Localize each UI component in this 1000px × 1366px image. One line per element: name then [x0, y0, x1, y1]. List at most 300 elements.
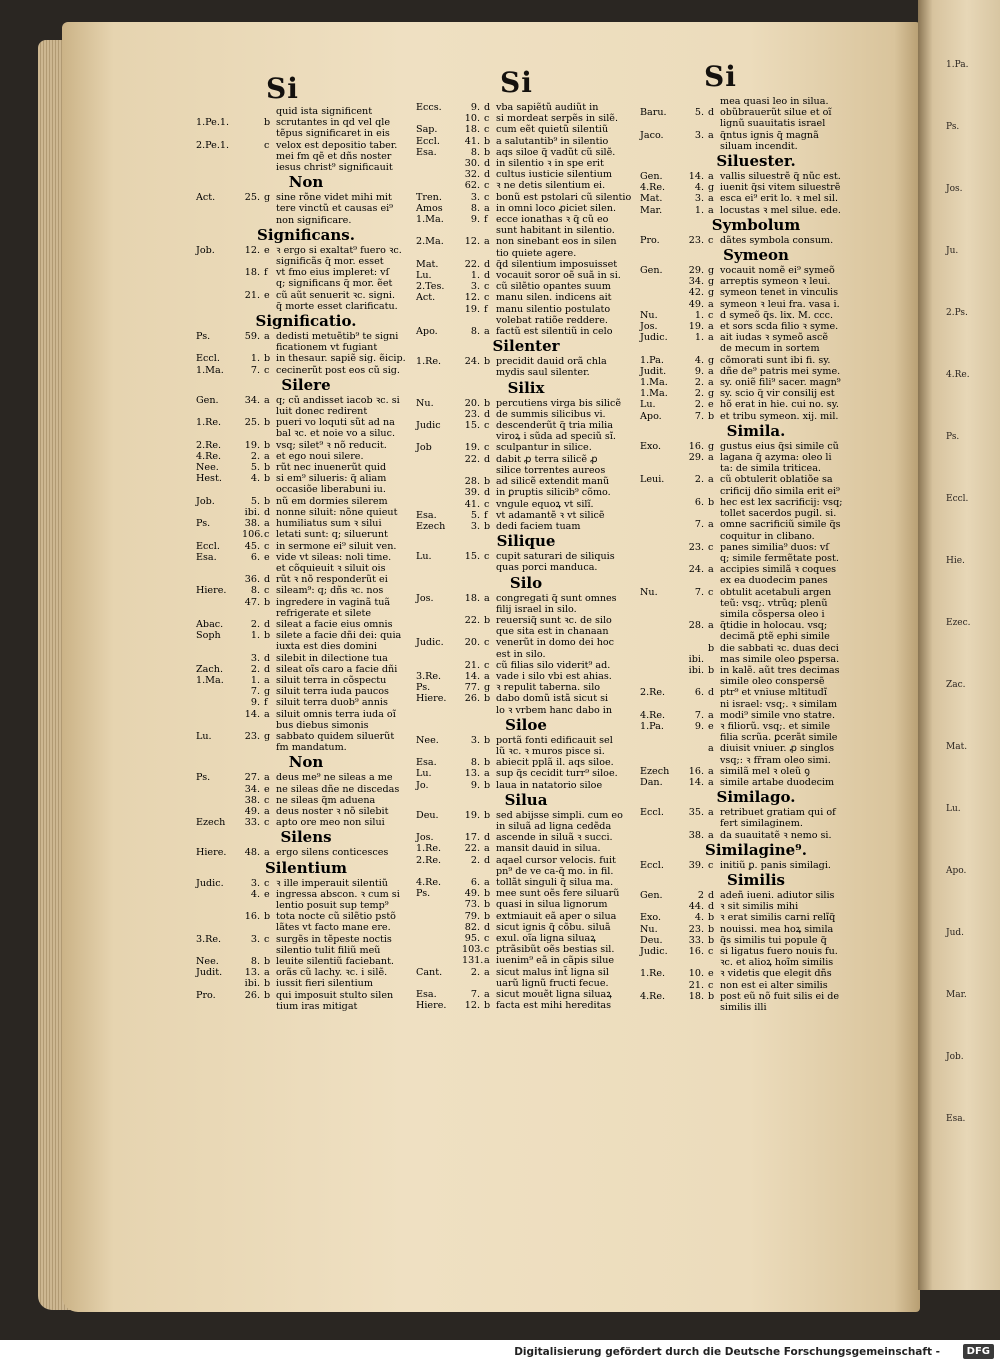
entry-reference: 2.Re. — [640, 687, 666, 699]
entry-section-letter: a — [264, 805, 270, 817]
entry-text: surgẽs in tẽpeste noctis — [276, 933, 392, 945]
entry-chapter: 12. — [464, 292, 480, 304]
index-entry — [640, 366, 872, 377]
entry-section-letter — [484, 367, 496, 378]
entry-text: tollãt singuli q̃ silua ma. — [496, 876, 614, 888]
index-entry — [416, 248, 636, 259]
entry-text: tio quiete agere. — [496, 247, 577, 259]
entry-reference — [416, 476, 462, 487]
entry-text: lũ ꝛc. ꝛ muros pisce si. — [496, 745, 605, 757]
entry-section-letter: d — [484, 102, 491, 113]
index-entry — [416, 562, 636, 573]
entry-section-letter — [708, 631, 720, 642]
entry-text: cum eẽt quietũ silentiũ — [496, 124, 609, 136]
index-entry — [640, 519, 872, 530]
lemma-heading: Siloe — [505, 715, 547, 734]
entry-reference: 2.Re. — [196, 439, 222, 451]
entry-chapter — [462, 367, 484, 378]
entry-text: et cõquieuit ꝛ siluit ois — [276, 562, 386, 574]
entry-text: mee sunt oẽs fere siluarũ — [496, 888, 620, 900]
entry-section-letter: d — [484, 158, 491, 170]
entry-chapter: 23. — [688, 234, 704, 246]
entry-chapter: 16. — [244, 911, 260, 923]
entry-section-letter — [708, 343, 720, 354]
entry-section-letter: a — [484, 876, 490, 888]
index-entry — [416, 442, 636, 453]
entry-text: sicut mouẽt ligna siluaꝝ — [496, 989, 612, 1001]
index-entry — [416, 1000, 636, 1011]
index-entry — [196, 245, 416, 256]
entry-section-letter — [264, 151, 276, 162]
entry-text: letati sunt: q; siluerunt — [276, 529, 388, 541]
entry-reference: Ps. — [196, 772, 211, 784]
entry-section-letter: f — [264, 697, 268, 709]
entry-reference: Sap. — [416, 124, 438, 136]
entry-section-letter — [708, 957, 720, 968]
entry-text: dedi faciem tuam — [496, 520, 581, 532]
entry-chapter — [242, 128, 264, 139]
entry-reference — [640, 96, 686, 107]
entry-chapter: 33. — [244, 817, 260, 829]
entry-text: ꝛ videtis que elegit dñs — [720, 968, 832, 980]
index-entry — [640, 321, 872, 332]
entry-chapter: 25. — [244, 192, 260, 204]
entry-chapter — [462, 649, 484, 660]
entry-reference: Eccl. — [196, 353, 220, 365]
index-entry — [416, 292, 636, 303]
entry-reference: Ps. — [196, 518, 211, 530]
index-entry — [416, 955, 636, 966]
entry-text: q̃s similis tui popule q̃ — [720, 934, 827, 946]
entry-reference: 1.Re. — [196, 417, 222, 429]
entry-chapter — [242, 484, 264, 495]
index-entry — [416, 259, 636, 270]
index-entry — [640, 205, 872, 216]
entry-text: ꝛc. et alioꝝ hoĩm similis — [720, 957, 834, 969]
entry-text: uarũ lignũ fructi fecue. — [496, 977, 609, 989]
index-entry — [196, 664, 416, 675]
entry-text: lagana q̃ azyma: oleo li — [720, 452, 832, 464]
entry-reference: 4.Re. — [416, 876, 442, 888]
index-entry — [196, 697, 416, 708]
entry-reference — [196, 529, 242, 540]
entry-chapter — [462, 604, 484, 615]
entry-text: siluit terra in cõspectu — [276, 674, 387, 686]
index-entry — [196, 720, 416, 731]
entry-text: vallis siluestrẽ q̃ nũc est. — [720, 171, 841, 183]
index-entry — [640, 710, 872, 721]
entry-section-letter: b — [264, 417, 271, 429]
entry-text: q̃ morte esset clarificatu. — [276, 300, 398, 312]
entry-text: si mordeat serpẽs in silẽ. — [496, 113, 619, 125]
entry-reference: 1.Ma. — [640, 377, 668, 389]
entry-chapter: 22. — [464, 258, 480, 270]
index-entry — [640, 531, 872, 542]
entry-text: q̃d silentium imposuisset — [496, 258, 618, 270]
entry-text: locustas ꝛ mel silue. ede. — [720, 204, 841, 216]
entry-text: initiũ ꝑ. panis similagi. — [720, 859, 831, 871]
entry-section-letter: c — [708, 946, 714, 957]
entry-reference — [416, 944, 462, 955]
entry-reference: Gen. — [196, 394, 219, 406]
index-entry — [416, 192, 636, 203]
entry-chapter — [686, 486, 708, 497]
entry-chapter: 14. — [688, 171, 704, 183]
entry-chapter — [686, 609, 708, 620]
entry-text: ad silicẽ extendit manũ — [496, 476, 610, 488]
index-entry — [196, 496, 416, 507]
entry-reference — [416, 158, 462, 169]
index-entry — [640, 732, 872, 743]
entry-section-letter: e — [264, 289, 270, 301]
entry-section-letter: b — [264, 353, 271, 365]
index-entry — [196, 806, 416, 817]
entry-section-letter — [264, 342, 276, 353]
entry-reference — [640, 743, 686, 754]
entry-text: ascende in siluã ꝛ succi. — [496, 832, 613, 844]
entry-text: sabbato quidem siluerũt — [276, 730, 395, 742]
entry-text: de summis silicibus vi. — [496, 408, 606, 420]
index-entry — [640, 355, 872, 366]
entry-section-letter — [264, 301, 276, 312]
index-entry — [640, 609, 872, 620]
entry-chapter — [686, 755, 708, 766]
entry-chapter: 131. — [462, 955, 484, 967]
entry-reference: Pro. — [196, 989, 216, 1001]
entry-text: descenderũt q̃ tria milia — [496, 420, 613, 432]
entry-reference — [196, 256, 242, 267]
entry-text: non sinebant eos in silen — [496, 236, 617, 248]
entry-reference: Hiere. — [416, 1000, 447, 1012]
index-entry — [196, 417, 416, 428]
entry-section-letter: c — [484, 944, 490, 956]
entry-reference: Jos. — [416, 832, 434, 844]
entry-text: dedisti metuẽtib⁹ te signi — [276, 331, 399, 343]
entry-chapter: 3. — [250, 877, 260, 889]
entry-reference: Cant. — [416, 966, 443, 978]
entry-section-letter: d — [708, 889, 715, 901]
entry-text: siluit terra iuda paucos — [276, 686, 389, 698]
entry-chapter: 73. — [464, 899, 480, 911]
entry-text: cũ filias silo viderit⁹ ad. — [496, 659, 611, 671]
column-header-1: Si — [266, 72, 299, 105]
entry-section-letter — [708, 486, 720, 497]
entry-text: ptr⁹ et vniuse mltitudĩ — [720, 687, 827, 699]
index-entry — [640, 777, 872, 788]
index-entry — [196, 140, 416, 151]
index-entry — [416, 843, 636, 854]
entry-text: sicut ignis q̃ cõbu. siluã — [496, 921, 611, 933]
entry-text: hec est lex sacrificij: vsq; — [720, 496, 843, 508]
entry-reference — [196, 653, 242, 664]
entry-reference — [640, 497, 686, 508]
entry-section-letter: d — [484, 408, 491, 420]
entry-section-letter: e — [264, 244, 270, 256]
entry-section-letter: g — [708, 354, 715, 366]
entry-chapter: 3. — [694, 129, 704, 141]
lemma-heading: Symeon — [723, 246, 789, 265]
entry-reference: 1.Ma. — [640, 388, 668, 400]
entry-chapter: 29. — [688, 265, 704, 277]
entry-chapter: 77. — [464, 682, 480, 694]
index-entry — [640, 486, 872, 497]
entry-section-letter — [264, 922, 276, 933]
right-edge-ref: Hie. — [946, 556, 965, 566]
index-entry — [196, 507, 416, 518]
entry-section-letter — [264, 742, 276, 753]
entry-text: panes similia⁹ duos: vſ — [720, 541, 829, 553]
entry-text: tere vinctũ et causas ei⁹ — [276, 203, 394, 215]
entry-text: bonũ est pstolari cũ silentio — [496, 191, 632, 203]
entry-reference — [196, 686, 242, 697]
entry-reference: 4.Re. — [640, 990, 666, 1002]
entry-chapter: 6. — [250, 551, 260, 563]
index-entry — [416, 203, 636, 214]
index-entry — [416, 922, 636, 933]
entry-reference: 1.Re. — [416, 843, 442, 855]
entry-text: fert similaginem. — [720, 818, 803, 830]
index-entry — [416, 147, 636, 158]
entry-chapter: 7. — [250, 364, 260, 376]
entry-text: pueri vo loquti sũt ad na — [276, 417, 395, 429]
entry-reference: Hiere. — [196, 585, 227, 597]
entry-text: sup q̃s cecidit turr⁹ siloe. — [496, 768, 618, 780]
entry-chapter: 19. — [464, 303, 480, 315]
entry-section-letter — [264, 256, 276, 267]
entry-chapter: 106. — [242, 529, 264, 541]
entry-chapter — [242, 278, 264, 289]
entry-chapter: 16. — [688, 440, 704, 452]
entry-chapter: 95. — [464, 933, 480, 944]
entry-chapter: 3. — [470, 281, 480, 293]
entry-section-letter: d — [264, 506, 271, 518]
right-edge-ref: Eccl. — [946, 494, 969, 504]
entry-chapter — [686, 676, 708, 687]
entry-chapter: 8. — [250, 956, 260, 967]
index-entry — [640, 665, 872, 676]
index-entry — [196, 406, 416, 417]
entry-text: et tribu symeon. xij. mil. — [720, 410, 839, 422]
entry-reference — [416, 821, 462, 832]
entry-text: luit donec redirent — [276, 406, 368, 418]
entry-chapter: 27. — [244, 772, 260, 784]
entry-section-letter: a — [708, 129, 714, 141]
entry-chapter — [462, 866, 484, 877]
index-entry — [196, 552, 416, 563]
entry-text: cecinerũt post eos cũ sig. — [276, 364, 400, 376]
entry-chapter: 2. — [250, 618, 260, 630]
entry-reference — [640, 620, 686, 631]
entry-text: bus diebus simonis — [276, 719, 369, 731]
entry-text: iuenim⁹ eã in cãpis silue — [496, 955, 615, 967]
index-entry — [640, 620, 872, 631]
entry-chapter: 18. — [688, 990, 704, 1002]
entry-section-letter: b — [484, 888, 491, 900]
entry-text: scrutantes in qd vel qle — [276, 117, 391, 129]
entry-text: ꝛ ergo si exaltat⁹ fuero ꝛc. — [276, 244, 402, 256]
entry-chapter — [686, 141, 708, 152]
entry-text: cũ aũt senuerit ꝛc. signi. — [276, 289, 396, 301]
index-entry — [196, 301, 416, 312]
entry-text: qui imposuit stulto silen — [276, 989, 394, 1001]
entry-section-letter: b — [484, 809, 491, 821]
entry-chapter: 9. — [470, 779, 480, 791]
entry-chapter: 20. — [464, 637, 480, 649]
index-entry — [196, 451, 416, 462]
index-entry — [416, 180, 636, 191]
entry-text: die sabbati ꝛc. duas deci — [720, 642, 839, 654]
entry-chapter — [686, 699, 708, 710]
entry-reference: 1.Re. — [416, 356, 442, 368]
entry-reference — [196, 608, 242, 619]
entry-text: quasi in silua lignorum — [496, 899, 608, 911]
entry-text: rũt nec inuenerũt quid — [276, 462, 387, 474]
entry-section-letter — [484, 225, 496, 236]
entry-reference: Eccl. — [640, 807, 664, 819]
entry-text: silebit in dilectione tua — [276, 652, 388, 664]
entry-section-letter — [708, 463, 720, 474]
index-entry — [640, 265, 872, 276]
index-entry — [196, 278, 416, 289]
index-entry — [640, 991, 872, 1002]
index-entry — [416, 682, 636, 693]
index-entry — [416, 855, 636, 866]
entry-reference: Esa. — [416, 509, 437, 521]
entry-chapter: 3. — [470, 191, 480, 203]
entry-chapter: 3. — [250, 933, 260, 945]
index-entry — [640, 598, 872, 609]
entry-chapter: 2. — [250, 663, 260, 675]
entry-reference: Eccl. — [416, 135, 440, 147]
lemma-heading: Silentium — [264, 858, 348, 877]
entry-chapter: 16. — [688, 765, 704, 777]
right-edge-ref: Mat. — [946, 742, 968, 752]
index-entry — [196, 878, 416, 889]
entry-reference — [416, 649, 462, 660]
entry-chapter: 6. — [694, 687, 704, 699]
entry-section-letter: d — [708, 901, 715, 913]
entry-chapter: 23. — [688, 923, 704, 935]
entry-section-letter: a — [264, 331, 270, 343]
entry-reference: 2.Pe.1. — [196, 139, 230, 151]
index-entry — [196, 440, 416, 451]
entry-section-letter — [264, 641, 276, 652]
entry-reference — [640, 287, 686, 298]
index-entry — [640, 643, 872, 654]
entry-chapter: 9. — [470, 102, 480, 113]
entry-section-letter — [264, 278, 276, 289]
index-entry — [640, 699, 872, 710]
entry-section-letter: b — [264, 989, 271, 1001]
entry-chapter: 4. — [694, 182, 704, 194]
entry-reference — [196, 709, 242, 720]
entry-text: symeon ꝛ leui fra. vasa i. — [720, 298, 840, 310]
entry-section-letter: c — [484, 113, 490, 125]
entry-section-letter: e — [264, 888, 270, 900]
entry-chapter: 4. — [694, 912, 704, 924]
entry-section-letter: b — [484, 135, 491, 147]
entry-reference — [640, 676, 686, 687]
entry-reference: Job. — [196, 495, 215, 507]
entry-section-letter: a — [708, 171, 714, 183]
right-edge-ref: Lu. — [946, 804, 961, 814]
entry-chapter: 20. — [464, 397, 480, 409]
entry-section-letter: c — [264, 817, 270, 829]
index-entry — [416, 637, 636, 648]
entry-chapter: 30. — [464, 158, 480, 170]
entry-section-letter — [264, 720, 276, 731]
entry-chapter: 7. — [694, 586, 704, 598]
lemma-heading: Simila. — [726, 421, 786, 440]
entry-section-letter: c — [484, 124, 490, 136]
entry-text: cõmorati sunt ibi fi. sy. — [720, 354, 831, 366]
entry-text: velox est depositio taber. — [276, 139, 398, 151]
entry-section-letter — [708, 732, 720, 743]
entry-reference: Ps. — [416, 888, 431, 900]
entry-chapter: ibi. — [244, 978, 260, 990]
entry-reference: Deu. — [416, 809, 439, 821]
entry-chapter — [686, 531, 708, 542]
right-edge-ref: Esa. — [946, 1114, 966, 1124]
lemma-heading: Similago. — [716, 788, 796, 807]
entry-text: portã fonti edificauit sel — [496, 734, 613, 746]
entry-chapter: 12. — [464, 1000, 480, 1012]
index-entry — [196, 473, 416, 484]
lemma-heading: Silix — [507, 378, 545, 397]
index-entry — [416, 158, 636, 169]
entry-chapter — [686, 508, 708, 519]
entry-section-letter: a — [708, 765, 714, 777]
entry-section-letter: a — [264, 708, 270, 720]
entry-reference: Mat. — [416, 258, 439, 270]
right-edge-ref: Zac. — [946, 680, 966, 690]
entry-reference: Ezech — [196, 817, 226, 829]
entry-section-letter: c — [708, 586, 714, 598]
entry-text: nonne siluit: nõne quieut — [276, 506, 398, 518]
entry-text: vocauit nomẽ ei⁹ symeõ — [720, 265, 835, 277]
entry-text: vngule equoꝝ vt silĩ. — [496, 498, 594, 510]
entry-text: diuisit vniuer. ꝓ singlos — [720, 743, 835, 755]
index-entry — [416, 693, 636, 704]
index-entry — [196, 529, 416, 540]
entry-reference — [196, 574, 242, 585]
entry-reference: 3.Re. — [196, 933, 222, 945]
entry-chapter — [242, 608, 264, 619]
entry-text: in omni loco ꝓiciet silen. — [496, 202, 616, 214]
entry-text: si ligatus fuero nouis fu. — [720, 946, 838, 957]
index-entry — [416, 315, 636, 326]
entry-chapter: 79. — [464, 910, 480, 922]
entry-reference — [196, 290, 242, 301]
entry-reference: Nu. — [640, 586, 658, 598]
entry-chapter: 1. — [250, 630, 260, 642]
entry-text: orãs cũ lachy. ꝛc. i silẽ. — [276, 967, 388, 979]
index-entry — [640, 575, 872, 586]
entry-text: q̃ntus ignis q̃ magnã — [720, 129, 819, 141]
entry-section-letter: d — [484, 270, 491, 282]
entry-text: tẽpus significaret in eis — [276, 128, 390, 140]
entry-chapter: 18. — [464, 592, 480, 604]
entry-text: sine rõne videt mihi mit — [276, 192, 392, 204]
index-entry — [196, 608, 416, 619]
entry-chapter: 13. — [244, 967, 260, 979]
entry-section-letter: a — [708, 807, 714, 819]
entry-text: in silentio ꝛ in spe erit — [496, 158, 604, 170]
entry-section-letter: d — [484, 854, 491, 866]
entry-text: similã mel ꝛ oleũ ꝯ — [720, 765, 810, 777]
entry-reference — [196, 406, 242, 417]
entry-text: vba sapiẽtũ audiũt in — [496, 102, 599, 113]
